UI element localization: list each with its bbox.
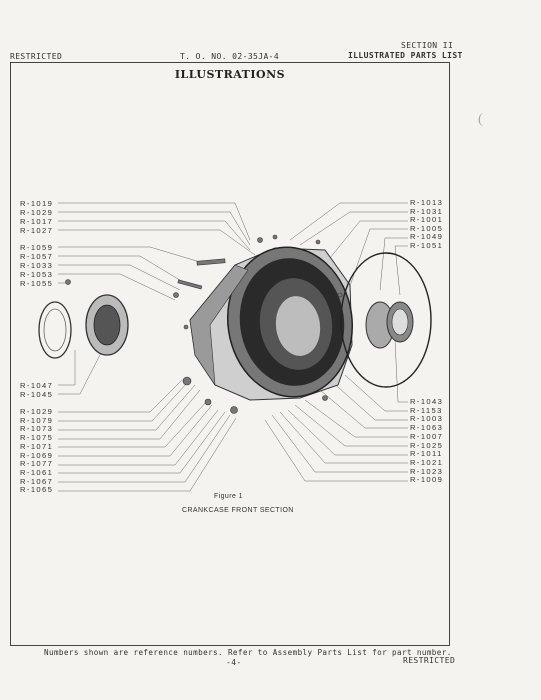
page-number: -4- [226, 658, 242, 667]
page-title: ILLUSTRATIONS [174, 68, 286, 81]
document-number: T. O. NO. 02-35JA-4 [180, 52, 280, 61]
callout-label: R-1021 [410, 457, 444, 467]
callout-label: R-1075 [20, 433, 54, 443]
callout-label: R-1067 [20, 476, 54, 486]
margin-mark: ( [478, 112, 483, 127]
callouts-left-low [20, 381, 53, 399]
callout-label: R-1033 [20, 261, 54, 270]
callout-label: R-1049 [410, 232, 444, 241]
section-number: SECTION II [401, 41, 454, 50]
callout-label: R-1051 [410, 240, 444, 250]
callout-label: R-1011 [410, 449, 443, 459]
callout-label: R-1005 [410, 223, 444, 233]
figure-label: Figure 1 [214, 493, 243, 500]
callouts-left-bottom [20, 408, 53, 495]
callout-label: R-1029 [20, 407, 54, 416]
callout-label: R-1013 [410, 198, 444, 207]
callout-label: R-1071 [20, 441, 54, 451]
callout-label: R-1017 [20, 217, 54, 226]
callout-label: R-1073 [20, 424, 54, 434]
callouts-right-top [410, 199, 443, 250]
callout-label: R-1047 [20, 381, 54, 390]
callout-label: R-1077 [20, 459, 54, 469]
callout-label: R-1019 [20, 199, 54, 208]
bearing-retainer [86, 295, 128, 355]
footer-restricted: RESTRICTED [403, 656, 456, 665]
footer-note: Numbers shown are reference numbers. Refer to Assembly Parts List for part number. [44, 648, 452, 657]
callout-label: R-1153 [410, 405, 443, 415]
callout-label: R-1061 [20, 467, 54, 477]
callouts-left-mid [20, 243, 53, 288]
small-cover-plate [39, 302, 71, 358]
header-restricted: RESTRICTED [10, 52, 63, 61]
callout-label: R-1027 [20, 226, 54, 235]
callout-label: R-1023 [410, 466, 444, 476]
callout-label: R-1057 [20, 252, 54, 261]
figure-caption: CRANKCASE FRONT SECTION [182, 507, 294, 514]
callouts-right-bottom [410, 398, 443, 485]
section-title: ILLUSTRATED PARTS LIST [348, 51, 463, 60]
callout-label: R-1007 [410, 431, 444, 441]
callout-label: R-1025 [410, 440, 444, 450]
callout-label: R-1009 [410, 475, 444, 485]
callout-label: R-1055 [20, 279, 54, 288]
callout-label: R-1003 [410, 414, 444, 424]
oil-seal-assembly [366, 302, 413, 348]
callouts-left-top [20, 199, 53, 235]
callout-label: R-1031 [410, 206, 444, 216]
callout-label: R-1063 [410, 423, 444, 433]
callout-label: R-1043 [410, 397, 444, 406]
callout-label: R-1059 [20, 243, 54, 252]
callout-label: R-1079 [20, 415, 54, 425]
callout-label: R-1045 [20, 390, 54, 399]
callout-label: R-1065 [20, 485, 54, 495]
callout-label: R-1001 [410, 215, 444, 224]
callout-label: R-1069 [20, 450, 54, 460]
callout-label: R-1053 [20, 270, 54, 279]
crankcase-housing [190, 239, 362, 405]
callout-label: R-1029 [20, 208, 54, 217]
